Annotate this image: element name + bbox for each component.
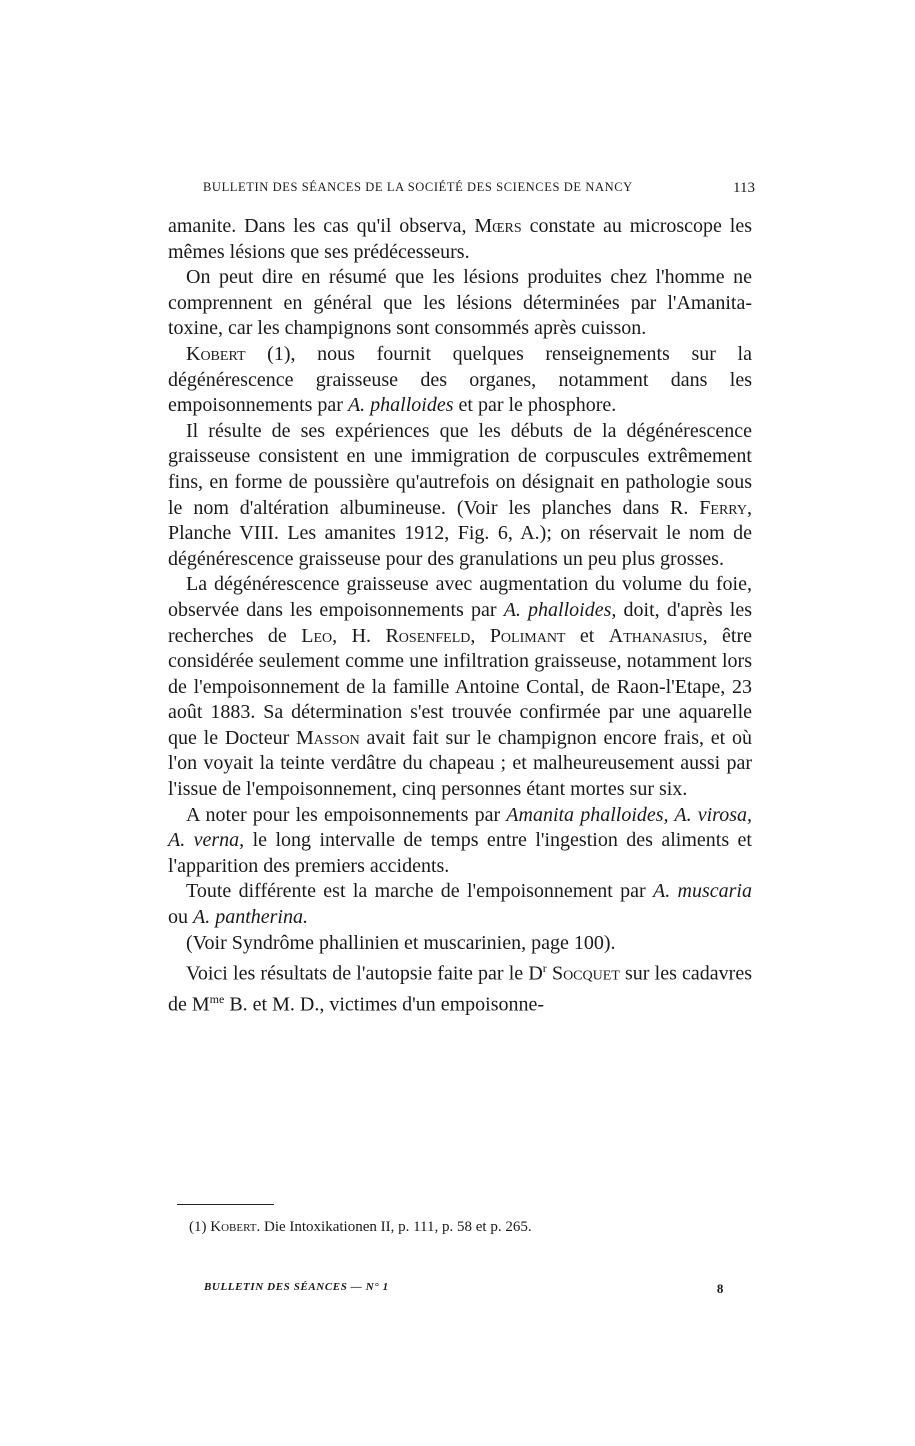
- species-name: A. phalloides,: [503, 598, 617, 621]
- text-span: et par le phosphore.: [453, 394, 617, 417]
- bulletin-signature: BULLETIN DES SÉANCES — N° 1: [204, 1281, 389, 1293]
- paragraph-4: [168, 419, 752, 573]
- page-number: 113: [733, 180, 755, 196]
- author-name-athanasius: Athanasius: [608, 624, 703, 647]
- text-span: Voici les résultats de l'autopsie faite par le D: [186, 962, 543, 985]
- species-names: Amanita phalloides, A. virosa, A. verna,: [168, 803, 752, 852]
- species-name: A. phalloides: [347, 394, 454, 417]
- text-span: , Planche VIII. Les amanites 1912, Fig. 6, A.); on réservait le nom de dégénérescence graisseuse pour des granulations un peu plus grosses.: [168, 496, 752, 570]
- text-span: sur les cadavres de M: [168, 962, 752, 1017]
- text-span: A noter pour les empoisonnements par: [186, 803, 507, 826]
- paragraph-7: [168, 879, 752, 930]
- text-span: doit, d'après les recherches de: [168, 598, 752, 647]
- footnote-marker: (1): [189, 1219, 211, 1235]
- text-span: Toute différente est la marche de l'empoisonnement par: [186, 880, 653, 903]
- text-span: ou: [168, 906, 193, 929]
- text-span: ,: [470, 624, 490, 647]
- superscript: me: [209, 992, 225, 1007]
- text-span: (1), nous fournit quelques renseignements sur la dégénérescence graisseuse des organes, notamment dans les empoisonnements par: [168, 342, 752, 417]
- running-head-title: BULLETIN DES SÉANCES DE LA SOCIÉTÉ DES SCIENCES DE NANCY: [203, 180, 633, 194]
- author-name-socquet: Socquet: [546, 962, 620, 985]
- species-name: A. pantherina.: [193, 906, 308, 929]
- running-head: [203, 180, 755, 197]
- footnote: [189, 1219, 749, 1236]
- paragraph-8: (Voir Syndrôme phallinien et muscarinien, page 100).: [186, 931, 616, 954]
- author-name-masson: Masson: [296, 726, 360, 749]
- text-span: Il résulte de ses expériences que les débuts de la dégénérescence graisseuse consistent en une immigration de corpuscules extrêmement fins, en forme de poussière qu'autrefois on désignait en pathologie sous le nom d'altération albumineuse. (Voir les planches dans R.: [168, 419, 752, 519]
- body-text: [168, 214, 752, 1019]
- footnote-text: . Die Intoxikationen II, p. 111, p. 58 et p. 265.: [256, 1219, 532, 1235]
- text-span: avait fait sur le champignon encore frais, et où l'on voyait la teinte verdâtre du chapeau ; et malheureusement aussi par l'issue de l'empoisonnement, cinq personnes étant mortes sur six.: [168, 726, 752, 801]
- text-span: le long intervalle de temps entre l'ingestion des aliments et l'apparition des premiers accidents.: [168, 829, 752, 877]
- text-span: amanite. Dans les cas qu'il observa,: [168, 215, 475, 237]
- paragraph-1: [168, 214, 752, 265]
- author-name-kobert: Kobert: [186, 342, 246, 365]
- author-name-polimant: Polimant: [489, 624, 566, 647]
- author-name-leo: Leo: [301, 624, 333, 647]
- text-span: constate au microscope les mêmes lésions que ses prédécesseurs.: [168, 215, 752, 263]
- signature-line: [204, 1281, 724, 1297]
- author-name-rosenfeld: Rosenfeld: [385, 624, 471, 647]
- author-name-moers: Mœrs: [474, 215, 522, 237]
- footnote-divider: [177, 1204, 274, 1205]
- paragraph-6: [168, 803, 752, 880]
- text-span: et: [565, 624, 609, 647]
- text-span: La dégénérescence graisseuse avec augmentation du volume du foie, observée dans les empoisonnements par: [168, 573, 752, 621]
- sheet-number: 8: [716, 1281, 724, 1296]
- superscript: r: [542, 961, 547, 976]
- text-span: , être considérée seulement comme une infiltration graisseuse, notamment lors de l'empoisonnement de la famille Antoine Contal, de Raon-l'Etape, 23 août 1883. Sa détermination s'est trouvée confirmée par une aquarelle que le Docteur: [168, 624, 752, 749]
- text-span: B. et M. D., victimes d'un empoisonne-: [224, 994, 545, 1017]
- paragraph-9: [168, 956, 752, 1019]
- footnote-author: Kobert: [210, 1219, 257, 1235]
- species-name: A. muscaria: [652, 880, 752, 903]
- paragraph-3: [168, 342, 752, 419]
- paragraph-5: [168, 572, 752, 802]
- author-name-ferry: Ferry: [699, 496, 747, 519]
- text-span: , H.: [332, 624, 386, 647]
- paragraph-2: On peut dire en résumé que les lésions produites chez l'homme ne comprennent en général que les lésions déterminées par l'Amanita-toxine, car les champignons sont consommés après cuisson.: [168, 266, 752, 340]
